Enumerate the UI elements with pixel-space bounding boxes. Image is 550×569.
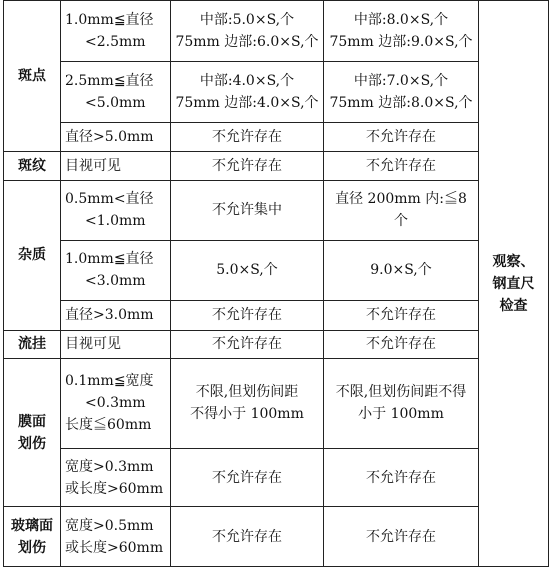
- condition-cell: [61, 180, 171, 241]
- condition-cell: [61, 61, 171, 123]
- method-line: 观察、: [492, 253, 535, 270]
- value-line: 中部:5.0×S,个: [199, 11, 295, 28]
- category-line: 划伤: [18, 539, 46, 556]
- inspection-method: [479, 1, 549, 567]
- category-glass-scratch: [4, 507, 61, 567]
- category-line: 划伤: [18, 435, 46, 452]
- condition-cell: [61, 359, 171, 449]
- value-line: 不限,但划伤间距: [195, 384, 299, 401]
- defect-table: [3, 0, 549, 567]
- value-cell: [171, 1, 324, 62]
- value-cell: [324, 61, 479, 123]
- value-line: 75mm 边部:6.0×S,个: [175, 33, 319, 50]
- value-cell: 不允许存在: [171, 300, 324, 330]
- value-line: 小于 100mm: [358, 406, 444, 423]
- condition-line: 或长度>60mm: [65, 480, 164, 497]
- condition-cell: 目视可见: [61, 330, 171, 358]
- value-cell: 5.0×S,个: [171, 241, 324, 301]
- value-cell: 直径 200mm 内:≦8 个: [324, 180, 479, 241]
- category-line: 玻璃面: [11, 517, 53, 534]
- value-line: 不得小于 100mm: [190, 406, 304, 423]
- value-cell: [324, 359, 479, 449]
- table-row: [4, 241, 549, 301]
- condition-cell: 直径>3.0mm: [61, 300, 171, 330]
- category-film-scratch: [4, 359, 61, 507]
- condition-line: 长度≦60mm: [65, 417, 152, 434]
- value-line: 75mm 边部:8.0×S,个: [329, 94, 473, 111]
- condition-line: <1.0mm: [85, 213, 146, 230]
- table-row: [4, 448, 549, 507]
- condition-cell: 目视可见: [61, 152, 171, 180]
- condition-line: 0.1mm≦宽度: [65, 373, 154, 390]
- condition-line: <2.5mm: [85, 33, 146, 50]
- category-impurities: 杂质: [4, 180, 61, 330]
- value-line: 中部:4.0×S,个: [199, 72, 295, 89]
- value-cell: 不允许存在: [324, 123, 479, 152]
- condition-line: 1.0mm≦直径: [65, 11, 154, 28]
- table-row: [4, 359, 549, 449]
- condition-line: 0.5mm<直径: [65, 191, 154, 208]
- table-row: [4, 300, 549, 330]
- condition-line: 宽度>0.5mm: [65, 517, 154, 534]
- category-line: 膜面: [18, 413, 46, 430]
- table-row: [4, 152, 549, 180]
- value-cell: 不允许存在: [171, 507, 324, 567]
- value-line: 75mm 边部:4.0×S,个: [175, 94, 319, 111]
- value-cell: 不允许存在: [324, 507, 479, 567]
- method-line: 钢直尺: [492, 275, 535, 292]
- condition-line: <0.3mm: [85, 395, 146, 412]
- value-cell: 不允许存在: [324, 152, 479, 180]
- condition-line: <5.0mm: [85, 94, 146, 111]
- value-cell: 不允许存在: [171, 123, 324, 152]
- value-cell: 不允许存在: [324, 330, 479, 358]
- condition-line: 宽度>0.3mm: [65, 458, 154, 475]
- condition-line: 2.5mm≦直径: [65, 72, 154, 89]
- value-cell: 不允许存在: [171, 448, 324, 507]
- value-cell: 不允许存在: [324, 448, 479, 507]
- condition-cell: [61, 1, 171, 62]
- value-line: 75mm 边部:9.0×S,个: [329, 33, 473, 50]
- value-cell: 不允许存在: [324, 300, 479, 330]
- condition-line: 或长度>60mm: [65, 539, 164, 556]
- value-cell: 不允许集中: [171, 180, 324, 241]
- condition-cell: [61, 448, 171, 507]
- table-row: [4, 1, 549, 62]
- category-sag: 流挂: [4, 330, 61, 358]
- condition-cell: [61, 241, 171, 301]
- value-cell: 9.0×S,个: [324, 241, 479, 301]
- method-line: 检查: [499, 297, 528, 314]
- condition-line: <3.0mm: [85, 273, 146, 290]
- condition-cell: [61, 507, 171, 567]
- value-cell: 不允许存在: [171, 152, 324, 180]
- category-spots: 斑点: [4, 1, 61, 152]
- table-row: [4, 330, 549, 358]
- condition-line: 1.0mm≦直径: [65, 251, 154, 268]
- value-cell: [171, 359, 324, 449]
- condition-cell: 直径>5.0mm: [61, 123, 171, 152]
- table-row: [4, 507, 549, 567]
- value-line: 中部:8.0×S,个: [353, 11, 449, 28]
- category-streaks: 斑纹: [4, 152, 61, 180]
- table-row: [4, 180, 549, 241]
- value-cell: [171, 61, 324, 123]
- table-row: [4, 123, 549, 152]
- value-line: 中部:7.0×S,个: [353, 72, 449, 89]
- table-row: [4, 61, 549, 123]
- value-cell: 不允许存在: [171, 330, 324, 358]
- value-line: 不限,但划伤间距不得: [335, 384, 467, 401]
- value-cell: [324, 1, 479, 62]
